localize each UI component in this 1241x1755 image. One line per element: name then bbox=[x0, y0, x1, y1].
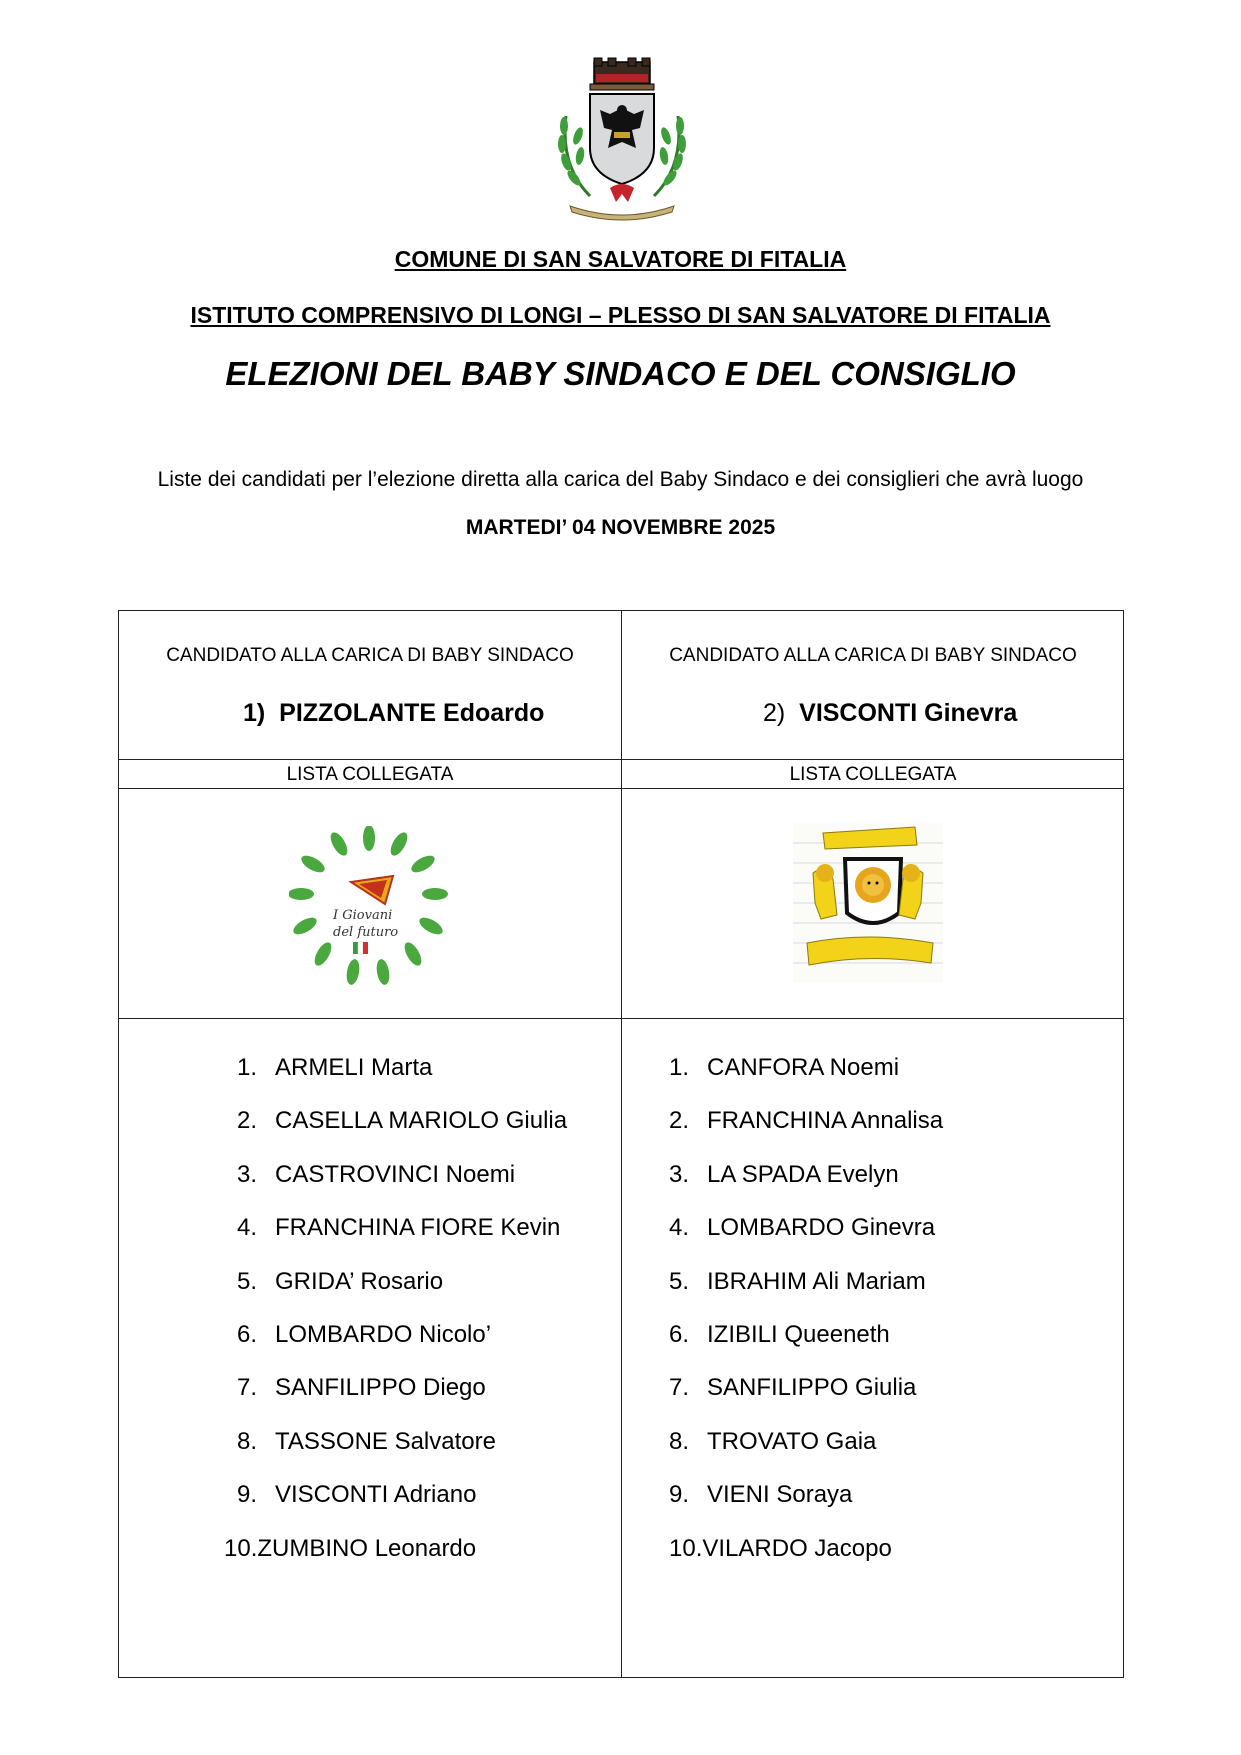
list-item: 3. LA SPADA Evelyn bbox=[669, 1160, 899, 1188]
page-title: ELEZIONI DEL BABY SINDACO E DEL CONSIGLIO bbox=[225, 355, 1016, 392]
list-item: 8. TROVATO Gaia bbox=[669, 1427, 877, 1455]
candidate-number: 2) bbox=[763, 699, 786, 727]
list-item: 7. SANFILIPPO Giulia bbox=[669, 1374, 917, 1402]
municipality-heading: COMUNE DI SAN SALVATORE DI FITALIA bbox=[394, 246, 847, 272]
list-item: 4. FRANCHINA FIORE Kevin bbox=[237, 1214, 561, 1242]
list-item: 6. IZIBILI Queeneth bbox=[669, 1320, 890, 1348]
list-item: 7. SANFILIPPO Diego bbox=[237, 1374, 486, 1402]
list-item: 3. CASTROVINCI Noemi bbox=[237, 1160, 516, 1188]
giovani-del-futuro-logo bbox=[289, 826, 449, 986]
candidate-role-label: CANDIDATO ALLA CARICA DI BABY SINDACO bbox=[669, 645, 1077, 666]
candidate-name bbox=[243, 699, 544, 728]
candidates-list bbox=[224, 1046, 568, 1580]
list-item: 8. TASSONE Salvatore bbox=[237, 1427, 496, 1455]
candidate-column-1 bbox=[119, 611, 621, 1677]
candidates-table bbox=[118, 610, 1124, 1678]
candidate-column-2 bbox=[621, 611, 1125, 1677]
candidate-name bbox=[763, 699, 1017, 728]
candidate-name-text: PIZZOLANTE Edoardo bbox=[279, 699, 545, 727]
list-item: 1. CANFORA Noemi bbox=[669, 1054, 900, 1081]
intro-text: Liste dei candidati per l’elezione diretta alla carica del Baby Sindaco e dei consiglieri che avrà luogo bbox=[157, 468, 1084, 491]
list-item: 6. LOMBARDO Nicolo’ bbox=[237, 1320, 492, 1348]
logo-text: del futuro bbox=[333, 925, 399, 940]
list-item: 9. VIENI Soraya bbox=[669, 1481, 853, 1509]
candidate-name-text: VISCONTI Ginevra bbox=[799, 699, 1018, 727]
list-item: 9. VISCONTI Adriano bbox=[237, 1481, 477, 1509]
logo-text: I Giovani bbox=[333, 908, 393, 923]
lista-collegata-label: LISTA COLLEGATA bbox=[789, 764, 957, 785]
candidate-role-label: CANDIDATO ALLA CARICA DI BABY SINDACO bbox=[166, 645, 574, 666]
list-item: 10.VILARDO Jacopo bbox=[669, 1534, 892, 1562]
list-item: 2. FRANCHINA Annalisa bbox=[669, 1107, 944, 1135]
election-date: MARTEDI’ 04 NOVEMBRE 2025 bbox=[465, 516, 776, 539]
candidates-list bbox=[669, 1046, 943, 1580]
municipal-crest-emblem bbox=[550, 56, 694, 221]
list-item: 4. LOMBARDO Ginevra bbox=[669, 1214, 936, 1242]
list-item: 5. GRIDA’ Rosario bbox=[237, 1267, 444, 1295]
school-heading: ISTITUTO COMPRENSIVO DI LONGI – PLESSO DI SAN SALVATORE DI FITALIA bbox=[190, 302, 1051, 328]
list-item: 2. CASELLA MARIOLO Giulia bbox=[237, 1107, 568, 1135]
list-item: 1. ARMELI Marta bbox=[237, 1054, 433, 1081]
lion-crest-logo bbox=[793, 823, 943, 983]
list-item: 5. IBRAHIM Ali Mariam bbox=[669, 1267, 926, 1295]
candidate-number: 1) bbox=[243, 699, 266, 727]
lista-collegata-label: LISTA COLLEGATA bbox=[286, 764, 454, 785]
list-item: 10.ZUMBINO Leonardo bbox=[224, 1534, 477, 1562]
